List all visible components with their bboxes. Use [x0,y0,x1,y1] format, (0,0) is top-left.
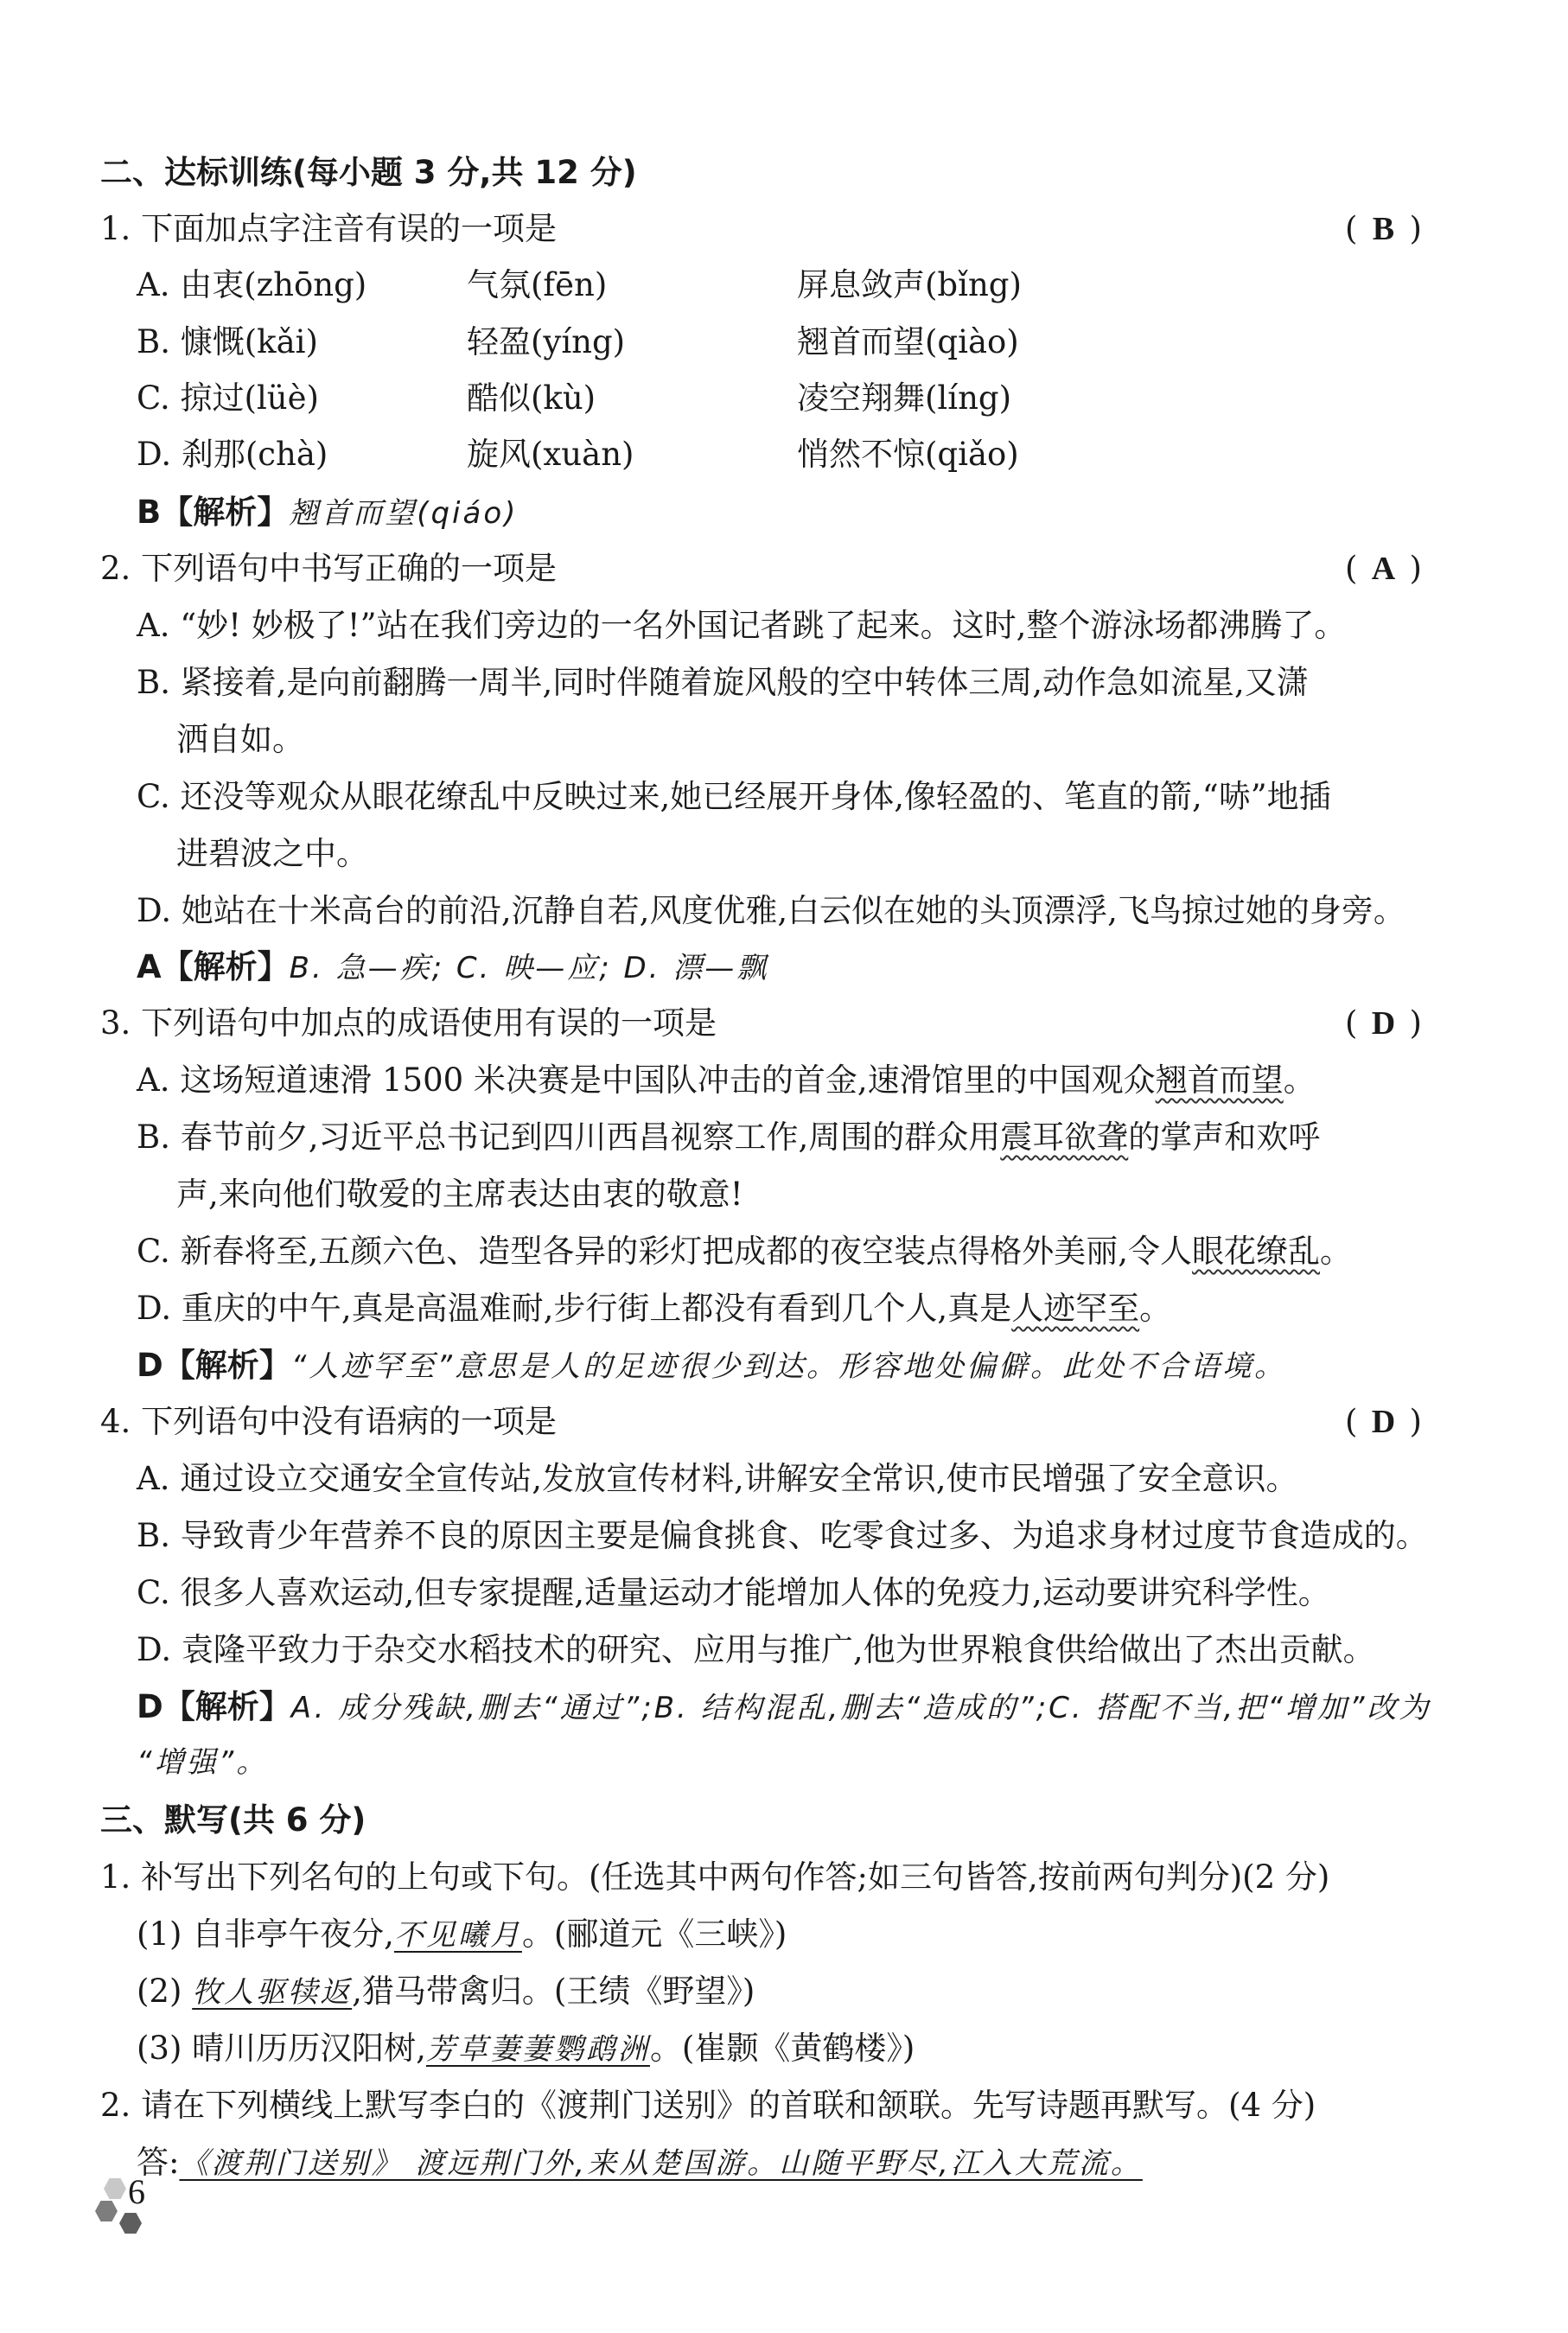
q1-option-c1: C. 掠过(lüè) [137,379,319,417]
q3-b-idiom: 震耳欲聋 [1000,1119,1129,1156]
q1-analysis-label: B【解析】 [137,494,290,531]
q3-analysis-text: “人迹罕至”意思是人的足迹很少到达。形容地处偏僻。此处不合语境。 [290,1349,1286,1384]
q4-answer: D [1371,1404,1396,1440]
q1-option-b3: 翘首而望(qiào) [797,323,1019,360]
q3-c-end: 。 [1320,1233,1353,1270]
q2-option-c-line1: C. 还没等观众从眼花缭乱中反映过来,她已经展开身体,像轻盈的、笔直的箭,“哧”地插 [137,778,1331,815]
s3-q2-answer-label: 答: [137,2144,180,2181]
q4-option-a: A. 通过设立交通安全宣传站,发放宣传材料,讲解安全常识,使市民增强了安全意识。 [137,1460,1298,1497]
s3-q1-item1 [137,1915,787,1954]
q3-b-end: 的掌声和欢呼 [1128,1119,1321,1156]
q2-option-b-line1: B. 紧接着,是向前翻腾一周半,同时伴随着旋风般的空中转体三周,动作急如流星,又潇 [137,664,1309,701]
q1-option-b1: B. 慷慨(kǎi) [137,323,318,360]
q2-analysis-label: A【解析】 [137,948,290,985]
s3-item1-answer: 不见曦月 [393,1918,522,1953]
q1-option-d3: 悄然不惊(qiǎo) [797,436,1019,473]
q2-option-c-line2: 进碧波之中。 [176,835,368,872]
q1-answer: B [1372,211,1395,247]
s3-q2-answer-line [137,2144,1143,2183]
q4-option-b: B. 导致青少年营养不良的原因主要是偏食挑食、吃零食过多、为追求身材过度节食造成的。 [137,1517,1428,1554]
q3-a-idiom: 翘首而望 [1155,1061,1284,1099]
s3-q1-stem: 1. 补写出下列名句的上句或下句。(任选其中两句作答;如三句皆答,按前两句判分)(2 分) [100,1858,1330,1896]
q3-stem: 3. 下列语句中加点的成语使用有误的一项是 [100,1004,717,1042]
q4-answer-bracket: ( D ) [1345,1403,1422,1440]
q1-analysis-text: 翘首而望(qiáo) [289,496,519,531]
q1-answer-bracket: ( B ) [1345,210,1422,247]
q4-stem: 4. 下列语句中没有语病的一项是 [100,1403,558,1440]
q4-option-c: C. 很多人喜欢运动,但专家提醒,适量运动才能增加人体的免疫力,运动要讲究科学性。 [137,1574,1330,1611]
q3-a-text: A. 这场短道速滑 1500 米决赛是中国队冲击的首金,速滑馆里的中国观众 [137,1061,1156,1099]
q3-d-end: 。 [1139,1290,1172,1327]
q3-option-a [137,1061,1316,1100]
q3-answer-bracket: ( D ) [1345,1004,1422,1042]
q3-option-c [137,1233,1352,1271]
s3-item3-text: (3) 晴川历历汉阳树, [137,2030,426,2067]
q3-option-b-line1 [137,1119,1320,1157]
section2-title: 二、达标训练(每小题 3 分,共 12 分) [100,154,637,191]
s3-q2-answer: 《渡荆门送别》 渡远荆门外,来从楚国游。山随平野尽,江入大荒流。 [179,2146,1143,2181]
q3-option-d [137,1290,1171,1328]
s3-item3-source: 。(崔颢《黄鹤楼》) [649,2030,915,2067]
hex-decoration-icon [95,2201,118,2221]
s3-q1-item2 [137,1973,755,2011]
s3-q2-stem: 2. 请在下列横线上默写李白的《渡荆门送别》的首联和颔联。先写诗题再默写。(4 分) [100,2087,1316,2124]
q1-option-d2: 旋风(xuàn) [467,436,634,473]
q3-b-text: B. 春节前夕,习近平总书记到四川西昌视察工作,周围的群众用 [137,1119,1001,1156]
s3-item2-answer: 牧人驱犊返 [192,1975,353,2010]
s3-item3-answer: 芳草萋萋鹦鹉洲 [425,2032,650,2067]
q2-analysis-text: B. 急—疾; C. 映—应; D. 漂—飘 [289,951,769,985]
s3-item2-source: ,猎马带禽归。(王绩《野望》) [352,1973,755,2010]
q1-option-a3: 屏息敛声(bǐng) [797,266,1022,303]
s3-item1-text: (1) 自非亭午夜分, [137,1915,394,1953]
q3-answer: D [1371,1005,1396,1042]
page-number: 6 [128,2172,145,2211]
q2-analysis [137,948,768,987]
s3-q1-item3 [137,2030,915,2068]
q3-option-b-line2: 声,来向他们敬爱的主席表达由衷的敬意! [176,1176,743,1213]
q3-analysis [137,1347,1286,1386]
q3-c-text: C. 新春将至,五颜六色、造型各异的彩灯把成都的夜空装点得格外美丽,令人 [137,1233,1193,1270]
q1-option-a1: A. 由衷(zhōng) [137,266,367,303]
q4-option-d: D. 袁隆平致力于杂交水稻技术的研究、应用与推广,他为世界粮食供给做出了杰出贡献。 [137,1631,1375,1668]
q1-option-d1: D. 刹那(chà) [137,436,328,473]
q2-option-b-line2: 洒自如。 [176,721,304,758]
q2-option-d: D. 她站在十米高台的前沿,沉静自若,风度优雅,白云似在她的头顶漂浮,飞鸟掠过她的身旁。 [137,892,1405,929]
q1-option-b2: 轻盈(yíng) [467,323,626,360]
q2-option-a: A. “妙! 妙极了!”站在我们旁边的一名外国记者跳了起来。这时,整个游泳场都沸腾了。 [137,607,1347,644]
hex-decoration-icon [104,2178,126,2199]
q4-analysis-label: D【解析】 [137,1688,291,1725]
q3-d-text: D. 重庆的中午,真是高温难耐,步行街上都没有看到几个人,真是 [137,1290,1012,1327]
hex-decoration-icon [119,2213,142,2234]
q4-analysis-line2: “增强”。 [137,1745,269,1780]
q2-stem: 2. 下列语句中书写正确的一项是 [100,550,558,587]
q3-d-idiom: 人迹罕至 [1011,1290,1140,1327]
q1-option-c3: 凌空翔舞(líng) [797,379,1012,417]
q1-option-c2: 酷似(kù) [467,379,596,417]
s3-item1-source: 。(郦道元《三峡》) [521,1915,787,1953]
q1-analysis [137,494,518,532]
section3-title: 三、默写(共 6 分) [100,1801,367,1839]
q4-analysis-line1 [137,1688,1431,1727]
q1-stem: 1. 下面加点字注音有误的一项是 [100,210,558,247]
q3-c-idiom: 眼花缭乱 [1192,1233,1321,1270]
q2-answer-bracket: ( A ) [1345,550,1422,587]
q4-analysis-text1: A. 成分残缺,删去“通过”;B. 结构混乱,删去“造成的”;C. 搭配不当,把“增加”改为 [290,1691,1431,1725]
q2-answer: A [1371,551,1396,587]
q3-analysis-label: D【解析】 [137,1347,291,1384]
q3-a-end: 。 [1283,1061,1316,1099]
q1-option-a2: 气氛(fēn) [467,266,608,303]
s3-item2-num: (2) [137,1973,193,2010]
